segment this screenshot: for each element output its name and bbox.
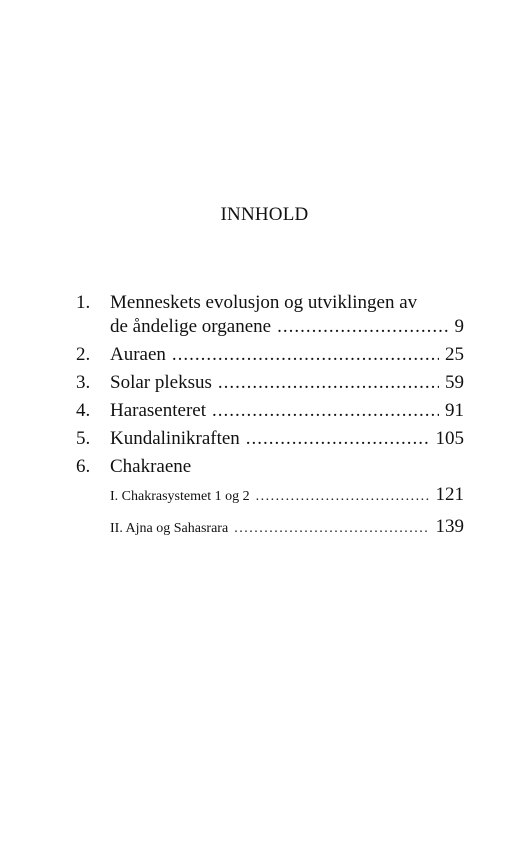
subentry-title: I. Chakrasystemet 1 og 2	[110, 489, 250, 504]
entry-number: 4.	[76, 400, 91, 421]
entry-number: 5.	[76, 428, 91, 449]
entry-title: Menneskets evolusjon og utviklingen av	[110, 292, 418, 313]
entry-title: Chakraene	[110, 456, 192, 477]
entry-title: Kundalinikraften	[110, 428, 240, 449]
toc-subentry-1	[76, 485, 464, 507]
entry-page-number: 105	[435, 428, 464, 449]
entry-number: 3.	[76, 372, 91, 393]
entry-title-line	[110, 291, 464, 315]
table-of-contents	[76, 291, 464, 543]
entry-page-number: 25	[445, 344, 464, 365]
toc-entry-3	[76, 371, 464, 395]
dot-leader	[246, 427, 430, 451]
entry-number: 2.	[76, 344, 91, 365]
dot-leader	[218, 371, 439, 395]
entry-title-line	[110, 315, 464, 339]
subentry-title: II. Ajna og Sahasrara	[110, 521, 229, 536]
entry-title: Solar pleksus	[110, 372, 212, 393]
toc-entry-2	[76, 343, 464, 367]
dot-leader	[277, 315, 448, 339]
entry-number: 6.	[76, 456, 91, 477]
entry-number: 1.	[76, 292, 91, 313]
toc-subentry-2	[76, 517, 464, 539]
dot-leader	[212, 399, 439, 423]
dot-leader	[256, 487, 430, 507]
dot-leader	[172, 343, 439, 367]
toc-entry-6	[76, 455, 464, 479]
subentry-page-number: 139	[435, 516, 464, 537]
subentry-page-number: 121	[435, 484, 464, 505]
toc-entry-1	[76, 291, 464, 339]
entry-page-number: 91	[445, 400, 464, 421]
toc-entry-4	[76, 399, 464, 423]
entry-title: Harasenteret	[110, 400, 206, 421]
entry-page-number: 9	[454, 316, 464, 337]
page-title: INNHOLD	[220, 204, 309, 225]
entry-page-number: 59	[445, 372, 464, 393]
entry-title-continued: de åndelige organene	[110, 316, 272, 337]
toc-entry-5	[76, 427, 464, 451]
dot-leader	[234, 519, 429, 539]
entry-title: Auraen	[110, 344, 166, 365]
